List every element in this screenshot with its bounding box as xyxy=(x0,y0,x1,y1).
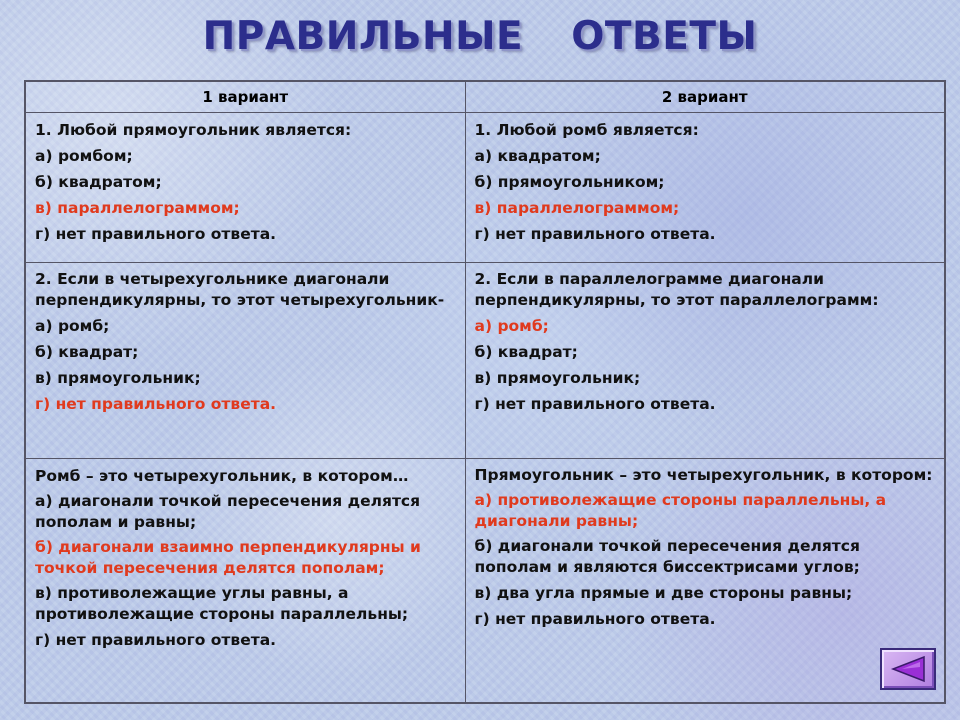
answer-option: г) нет правильного ответа. xyxy=(474,395,716,413)
table-header-row xyxy=(25,81,945,113)
question-text: 2. Если в четырехугольнике диагонали перпендикулярны, то этот четырехугольник- xyxy=(35,270,445,309)
table-row xyxy=(25,113,945,263)
correct-answer-option: а) ромб; xyxy=(474,317,549,335)
answer-option: а) ромб; xyxy=(35,317,110,335)
answer-option: г) нет правильного ответа. xyxy=(474,610,716,628)
answer-option: г) нет правильного ответа. xyxy=(35,631,277,649)
answer-option: б) диагонали точкой пересечения делятся пополам и являются биссектрисами углов; xyxy=(474,537,860,576)
correct-answer-option: г) нет правильного ответа. xyxy=(35,395,277,413)
table-row xyxy=(25,459,945,704)
correct-answer-option: в) параллелограммом; xyxy=(35,199,240,217)
answer-option: б) квадрат; xyxy=(474,343,578,361)
correct-answer-option: б) диагонали взаимно перпендикулярны и точкой пересечения делятся пополам; xyxy=(35,538,421,577)
question-text: 1. Любой прямоугольник является: xyxy=(35,121,352,139)
answers-table xyxy=(24,80,946,704)
answer-option: г) нет правильного ответа. xyxy=(474,225,716,243)
question-text: 2. Если в параллелограмме диагонали перпендикулярны, то этот параллелограмм: xyxy=(474,270,879,309)
question-text: Прямоугольник – это четырехугольник, в котором: xyxy=(474,466,933,484)
answer-option: а) ромбом; xyxy=(35,147,133,165)
back-arrow-icon xyxy=(890,655,926,683)
correct-answer-option: в) параллелограммом; xyxy=(474,199,680,217)
correct-answer-option: а) противолежащие стороны параллельны, а диагонали равны; xyxy=(474,491,887,530)
answer-option: б) квадратом; xyxy=(35,173,162,191)
table-cell xyxy=(465,113,945,263)
answer-option: а) квадратом; xyxy=(474,147,601,165)
answer-option: г) нет правильного ответа. xyxy=(35,225,277,243)
answer-option: в) прямоугольник; xyxy=(474,369,641,387)
question-text: 1. Любой ромб является: xyxy=(474,121,699,139)
question-text: Ромб – это четырехугольник, в котором… xyxy=(35,467,409,485)
table-cell xyxy=(25,263,465,459)
table-cell xyxy=(465,263,945,459)
answer-option: в) прямоугольник; xyxy=(35,369,201,387)
answer-option: а) диагонали точкой пересечения делятся пополам и равны; xyxy=(35,492,421,531)
answer-option: б) квадрат; xyxy=(35,343,139,361)
answer-option: в) два угла прямые и две стороны равны; xyxy=(474,584,853,602)
table-cell xyxy=(25,459,465,704)
column-header-variant-2: 2 вариант xyxy=(465,81,945,113)
answer-option: б) прямоугольником; xyxy=(474,173,665,191)
page-title: ПРАВИЛЬНЫЕ ОТВЕТЫ xyxy=(202,14,758,59)
answer-option: в) противолежащие углы равны, а противолежащие стороны параллельны; xyxy=(35,584,409,623)
table-row xyxy=(25,263,945,459)
table-cell xyxy=(465,459,945,704)
back-button[interactable] xyxy=(880,648,936,690)
table-cell xyxy=(25,113,465,263)
column-header-variant-1: 1 вариант xyxy=(25,81,465,113)
